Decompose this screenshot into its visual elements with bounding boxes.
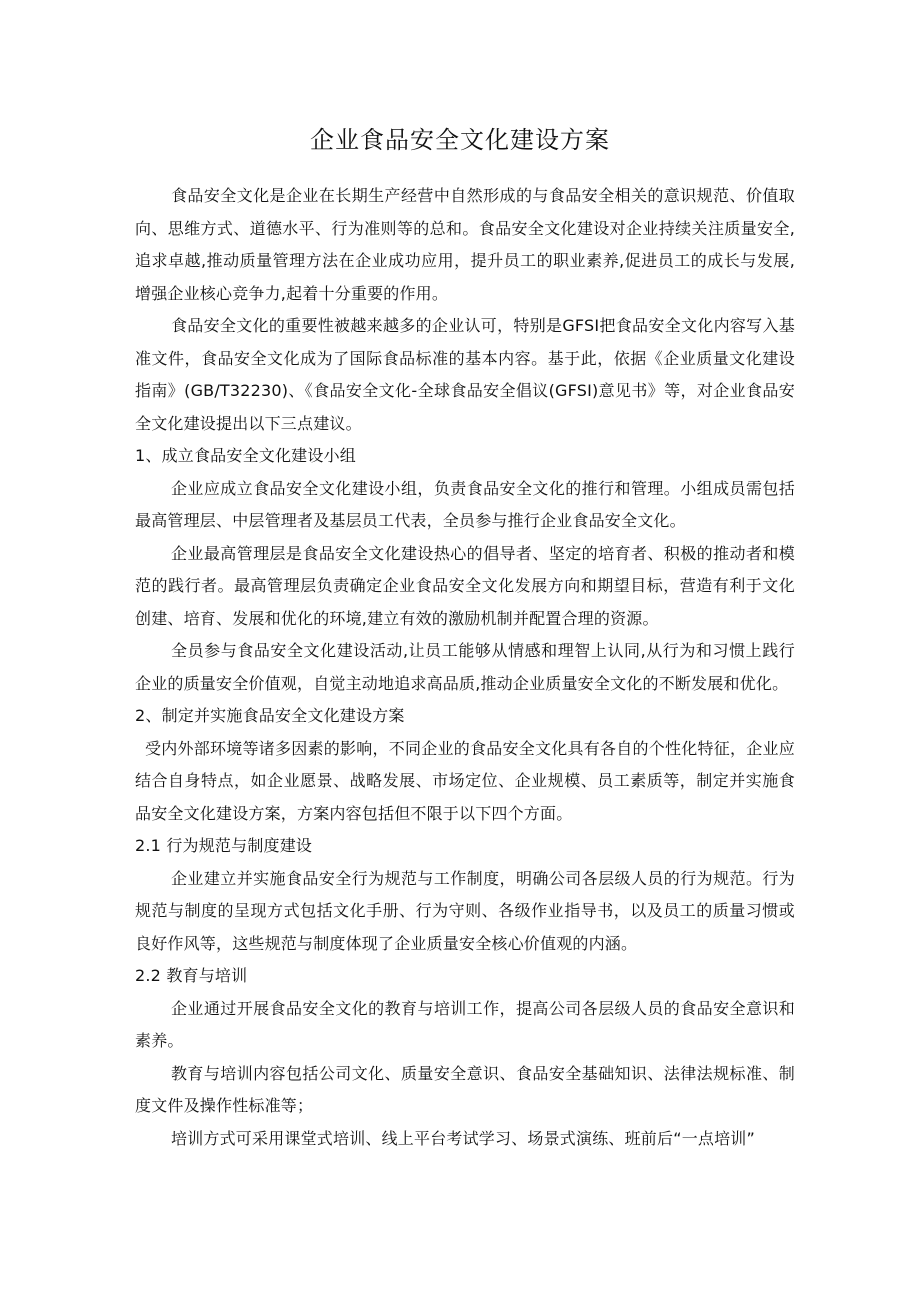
subsection-heading: 2.2 教育与培训 [135, 966, 248, 985]
document-title: 企业食品安全文化建设方案 [310, 126, 610, 154]
body-paragraph: 食品安全文化的重要性被越来越多的企业认可，特别是GFSI把食品安全文化内容写入基准文件，食品安全文化成为了国际食品标准的基本内容。基于此，依据《企业质量文化建设指南》(GB/T32230)、《食品安全文化-全球食品安全倡议(GFSI)意见书》等，对企业食品安全文化建设提出以下三点建议。 [135, 316, 795, 433]
body-paragraph: 企业建立并实施食品安全行为规范与工作制度，明确公司各层级人员的行为规范。行为规范与制度的呈现方式包括文化手册、行为守则、各级作业指导书，以及员工的质量习惯或良好作风等，这些规范与制度体现了企业质量安全核心价值观的内涵。 [135, 868, 795, 953]
document-body [135, 180, 795, 1155]
body-paragraph: 企业应成立食品安全文化建设小组，负责食品安全文化的推行和管理。小组成员需包括最高管理层、中层管理者及基层员工代表，全员参与推行企业食品安全文化。 [135, 478, 795, 530]
body-paragraph: 受内外部环境等诸多因素的影响，不同企业的食品安全文化具有各自的个性化特征，企业应结合自身特点，如企业愿景、战略发展、市场定位、企业规模、员工素质等，制定并实施食品安全文化建设方案，方案内容包括但不限于以下四个方面。 [135, 738, 795, 823]
body-paragraph: 教育与培训内容包括公司文化、质量安全意识、食品安全基础知识、法律法规标准、制度文件及操作性标准等； [135, 1063, 795, 1115]
subsection-heading: 2.1 行为规范与制度建设 [135, 836, 313, 855]
section-heading: 1、成立食品安全文化建设小组 [135, 446, 356, 465]
body-paragraph: 食品安全文化是企业在长期生产经营中自然形成的与食品安全相关的意识规范、价值取向、思维方式、道德水平、行为准则等的总和。食品安全文化建设对企业持续关注质量安全,追求卓越,推动质量管理方法在企业成功应用，提升员工的职业素养,促进员工的成长与发展,增强企业核心竞争力,起着十分重要的作用。 [135, 186, 795, 303]
body-paragraph: 企业最高管理层是食品安全文化建设热心的倡导者、坚定的培育者、积极的推动者和模范的践行者。最高管理层负责确定企业食品安全文化发展方向和期望目标，营造有利于文化创建、培育、发展和优化的环境,建立有效的激励机制并配置合理的资源。 [135, 543, 795, 628]
section-heading: 2、制定并实施食品安全文化建设方案 [135, 706, 405, 725]
body-paragraph: 培训方式可采用课堂式培训、线上平台考试学习、场景式演练、班前后“一点培训” [171, 1128, 755, 1148]
body-paragraph: 全员参与食品安全文化建设活动,让员工能够从情感和理智上认同,从行为和习惯上践行企业的质量安全价值观，自觉主动地追求高品质,推动企业质量安全文化的不断发展和优化。 [135, 641, 795, 693]
body-paragraph: 企业通过开展食品安全文化的教育与培训工作，提高公司各层级人员的食品安全意识和素养。 [135, 998, 795, 1050]
